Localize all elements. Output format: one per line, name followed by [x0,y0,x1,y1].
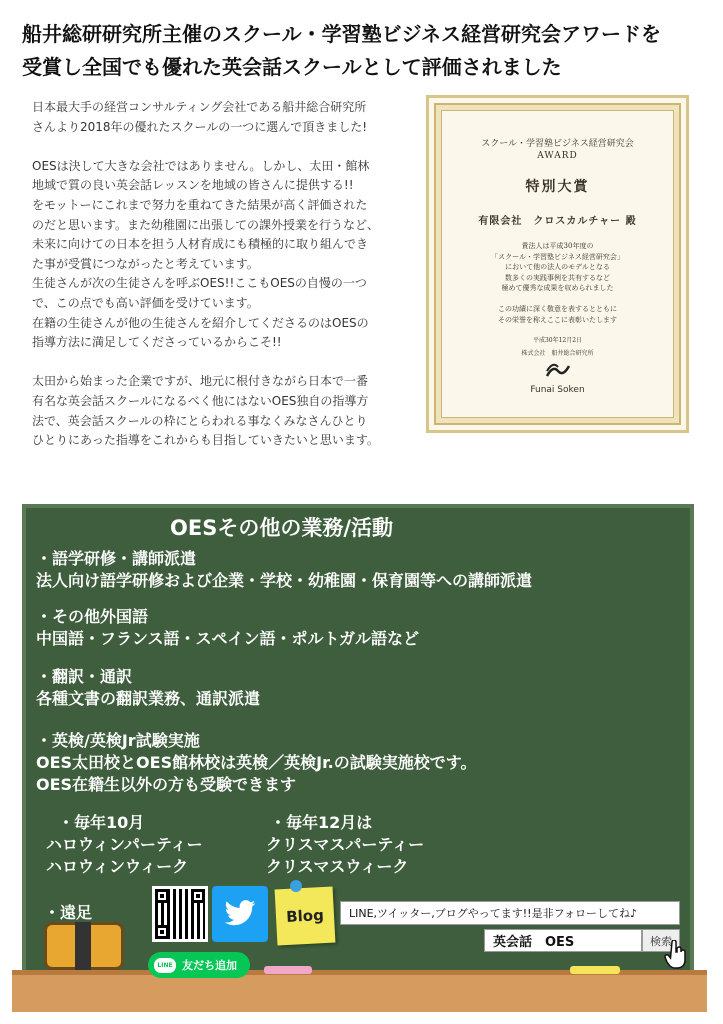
certificate-award: AWARD [537,151,578,161]
certificate-title: 特別大賞 [525,179,590,195]
body-line: 指導方法に満足してくださっているからこそ!! [32,335,282,350]
certificate-body-line: その栄誉を称えここに表彰いたします [498,315,617,324]
search-button[interactable]: 検索 [642,929,680,952]
twitter-bird-icon [223,900,257,928]
award-description [32,98,410,451]
body-line: 地域で質の良い英会話レッスンを地域の皆さんに提供する!! [32,178,354,193]
section-heading: ・翻訳・通訳 [36,667,133,686]
section-heading: ・語学研修・講師派遣 [36,549,197,568]
body-line: 太田から始まった企業ですが、地元に根付きながら日本で一番 [32,374,369,389]
eraser-icon [44,922,124,970]
body-line: 有名な英会話スクールになるべく他にはないOES独自の指導方 [32,393,369,408]
section-text: 法人向け語学研修および企業・学校・幼稚園・保育園等への講師派遣 [36,571,533,590]
certificate-issuer: 株式会社 船井総合研究所 [521,350,594,357]
certificate-recipient: 有限会社 クロスカルチャー 殿 [478,216,637,227]
page-headline [22,18,712,84]
board-title: OESその他の業務/活動 [170,516,393,540]
section-heading: ・英検/英検Jr試験実施 [36,731,200,750]
blog-label: Blog [285,906,325,926]
line-add-friend-label: 友だち追加 [182,959,237,972]
certificate-date: 平成30年12月2日 [532,337,583,344]
excursion-label: ・遠足 [44,903,93,922]
body-line: 日本最大手の経営コンサルティング会社である船井総合研究所 [32,100,367,114]
section-text: 中国語・フランス語・スペイン語・ポルトガル語など [36,629,420,648]
headline-line-2: 受賞し全国でも優れた英会話スクールとして評価されました [22,55,562,79]
pink-chalk-icon [264,966,312,974]
twitter-button[interactable] [212,886,268,942]
pushpin-icon [290,880,302,892]
search-input[interactable]: 英会話 OES [484,929,642,952]
body-line: ひとりにあった指導をこれからも目指していきたいと思います。 [32,433,379,448]
body-line: さんより2018年の優れたスクールの一つに選んで頂きました! [32,119,368,134]
blog-button[interactable] [275,887,336,946]
body-line: 在籍の生徒さんが他の生徒さんを紹介してくださるのはOESの [32,315,369,330]
certificate-body-line: 極めて優秀な成果を収められました [501,284,614,292]
certificate-body-line: 「スクール・学習塾ビジネス経営研究会」 [491,252,624,261]
certificate-body-line [451,294,664,305]
body-line: た事が受賞につながったと考えています。 [32,256,259,271]
body-line: OESは決して大きな会社ではありません。しかし、太田・館林 [32,158,370,173]
hand-cursor-icon [664,940,688,974]
certificate-body [451,241,664,325]
body-line: で、この点でも高い評価を受けています。 [32,295,259,310]
section-text: OES在籍生以外の方も受験できます [36,775,297,794]
events-october-line: ハロウィンパーティー [46,835,203,854]
headline-line-1: 船井総研研究所主催のスクール・学習塾ビジネス経営研究会アワードを [22,22,661,46]
body-line: 生徒さんが次の生徒さんを呼ぶOES!!ここもOESの自慢の一つ [32,276,367,291]
certificate-org: スクール・学習塾ビジネス経営研究会 [481,139,634,149]
body-line: 法で、英会話スクールの枠にとらわれる事なくみなさんひとり [32,413,368,428]
certificate-body-line: この功績に深く敬意を表するとともに [498,305,617,313]
certificate-logo-text: Funai Soken [530,385,585,395]
award-certificate [426,95,689,433]
events-october-line: ハロウィンウィーク [46,857,189,876]
section-text: 各種文書の翻訳業務、通訳派遣 [36,689,261,708]
certificate-body-line: 貴法人は平成30年度の [521,242,594,250]
events-december-line: クリスマスパーティー [266,835,425,854]
events-december-line: クリスマスウィーク [266,857,409,876]
yellow-chalk-icon [570,966,620,974]
funai-logo-icon [451,363,664,383]
section-text: OES太田校とOES館林校は英検／英検Jr.の試験実施校です。 [36,753,477,772]
body-line: をモットーにこれまで努力を重ねてきた結果が高く評価された [32,197,368,212]
events-october-heading: ・毎年10月 [58,813,145,832]
qr-code-icon[interactable] [152,886,208,942]
certificate-body-line: 数多くの実践事例を共有するなど [505,273,610,282]
section-heading: ・その他外国語 [36,607,149,626]
follow-message: LINE,ツイッター,ブログやってます!!是非フォローしてね♪ [340,901,680,925]
events-december-heading: ・毎年12月は [270,813,373,832]
chalkboard-ledge [12,970,707,1012]
certificate-body-line: において他の法人のモデルとなる [505,263,610,271]
body-line: 未来に向けての日本を担う人材育成にも積極的に取り組んでき [32,237,369,252]
line-add-friend-button[interactable] [148,952,250,978]
body-line: のだと思います。また幼稚園に出張しての課外授業を行うなど、 [32,217,380,232]
line-logo-icon: LINE [154,958,176,973]
